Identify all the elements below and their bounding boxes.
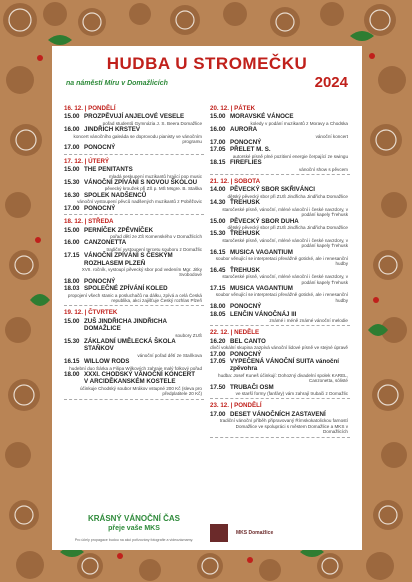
program-description: známé i méně známé vánoční melodie xyxy=(269,318,348,323)
program-title: MORAVSKÉ VÁNOCE xyxy=(230,113,294,121)
program-title: PONOCNÝ xyxy=(230,139,262,147)
program-time: 16.45 xyxy=(210,266,226,274)
program-item xyxy=(64,338,204,353)
program-item xyxy=(64,192,204,199)
day-separator xyxy=(210,325,350,326)
program-title: BEL CANTO xyxy=(230,337,266,345)
program-description: účinkuje Chodský soubor Mrákov vstupné 200 Kč (sleva pro předplatitele 20 Kč) xyxy=(79,385,202,397)
program-title: ZUŠ JINDŘICHA JINDŘICHA DOMAŽLICE xyxy=(84,317,167,333)
program-item xyxy=(210,338,350,345)
program-description: vánoční vystoupení pěvců nadšených muzikantů z Poběžovic xyxy=(77,199,202,205)
program-title: XXXI. CHODSKÝ VÁNOČNÍ KONCERT V ARCIDĚKANSKÉM KOSTELE xyxy=(84,371,196,386)
program-item xyxy=(210,146,350,153)
program-description: tradiční vánoční příběh připravovaný Římskokatolickou farností Domažlice ve spolupráci s městem Domažlice a MKS v Domažlicích xyxy=(219,418,348,435)
program-item xyxy=(210,358,350,373)
program-time: 17.00 xyxy=(64,144,80,152)
program-description: dívčí vokální skupina zazpívá vánoční lidové písně ve stejné úpravě xyxy=(210,345,348,351)
program-item xyxy=(64,144,204,151)
program-title: DESET VÁNOČNÍCH ZASTAVENÍ xyxy=(230,410,326,418)
program-time: 17.15 xyxy=(64,252,80,260)
program-item xyxy=(64,358,204,365)
greeting-line-2: přeje vaše MKS xyxy=(108,525,160,532)
program-description: hudba: Josef Kuneš účinkují: Dohozný divadelní spolek KAREL, Canzonetta, sólisté xyxy=(218,372,348,384)
program-time: 15.00 xyxy=(210,113,226,121)
program-description: propojení všech stanic a posluchačů na dálku, zpívá a celá Česká republika, akci zajišťuje Český rozhlas Plzeň xyxy=(67,292,202,303)
footnote: Pro účely propagace budou na akci pořizovány fotografie a videozáznamy. xyxy=(74,538,194,542)
mks-logo-icon xyxy=(210,524,228,542)
day-heading: 21. 12. | SOBOTA xyxy=(210,178,261,186)
program-title: THE PENITANTS xyxy=(84,166,133,174)
program-time: 15.30 xyxy=(64,179,80,187)
day-separator xyxy=(64,305,204,306)
program-title: PĚVECKÝ SBOR DUHA xyxy=(230,217,299,225)
program-time: 16.00 xyxy=(64,239,80,247)
program-title: VÁNOČNÍ ZPÍVÁNÍ S NOVOU ŠKOLOU xyxy=(84,179,198,187)
program-description: staročeské písně, vánoční, mléné vánoční i české navzdory, v podání kapely Ťrehusk xyxy=(222,206,348,218)
program-item xyxy=(64,205,204,212)
program-item xyxy=(210,113,350,120)
program-item xyxy=(64,239,204,246)
program-time: 15.00 xyxy=(64,226,80,234)
program-item xyxy=(210,384,350,391)
program-title: ZÁKLADNÍ UMĚLECKÁ ŠKOLA STAŇKOV xyxy=(84,338,176,353)
poster-year: 2024 xyxy=(314,74,348,91)
program-description: koncert vánočního galeáda se doprovodu pianisty ve vánočním programu xyxy=(73,133,202,145)
program-title: CANZONETTA xyxy=(84,239,127,247)
day-heading: 16. 12. | PONDĚLÍ xyxy=(64,105,116,112)
program-title: FIREFLIES xyxy=(230,159,262,167)
greeting xyxy=(64,514,204,534)
program-title: SPOLEK NADŠENCŮ xyxy=(84,191,147,199)
day-separator xyxy=(64,214,204,215)
day-heading: 17. 12. | ÚTERÝ xyxy=(64,157,110,165)
day-heading: 20. 12. | PÁTEK xyxy=(210,105,256,112)
program-time: 15.30 xyxy=(64,338,80,345)
program-item xyxy=(210,311,350,318)
program-title: LENČIN VÁNOČNÁJ III xyxy=(230,310,297,318)
day-separator xyxy=(64,399,204,400)
program-time: 18.00 xyxy=(64,371,80,379)
program-time: 17.00 xyxy=(210,410,226,418)
program-description: vánoční show s pěvcem xyxy=(298,166,348,172)
program-item xyxy=(64,318,204,333)
program-time: 16.00 xyxy=(210,126,226,134)
day-heading: 19. 12. | ČTVRTEK xyxy=(64,309,118,317)
program-item xyxy=(64,227,204,234)
program-item xyxy=(210,186,350,193)
program-description: dětský pěvecký sbor při ZUŠ Jindřicha Jindřicha Domažlice xyxy=(227,224,348,230)
program-description: koledy v podání muzikantů z Moravy a Chodska xyxy=(250,120,348,126)
program-time: 14.30 xyxy=(210,199,226,207)
program-item xyxy=(64,252,204,267)
program-item xyxy=(64,113,204,120)
program-time: 15.30 xyxy=(210,230,226,238)
poster-title: HUDBA U STROMEČKU xyxy=(106,54,308,73)
program-item xyxy=(210,199,350,206)
program-title: PONOCNÝ xyxy=(84,277,116,285)
program-description: tradiční vystoupení tercetu souboru z Domažlic xyxy=(106,246,202,252)
program-title: MUSICA VAGANTIUM xyxy=(230,248,293,256)
program-title: VÁNOČNÍ ZPÍVÁNÍ S ČESKÝM ROZHLASEM PLZEŇ xyxy=(84,252,173,267)
program-time: 16.00 xyxy=(64,126,80,134)
program-time: 16.15 xyxy=(210,248,226,256)
day-separator xyxy=(210,174,350,175)
program-title: PONOCNÝ xyxy=(230,303,262,311)
program-title: PONOCNÝ xyxy=(84,204,116,212)
program-item xyxy=(64,166,204,173)
program-title: PONOCNÝ xyxy=(84,144,116,152)
logos xyxy=(210,524,273,542)
program-title: PROZPĚVUJÍ ANJELOVÉ VESELE xyxy=(84,113,185,121)
program-time: 17.05 xyxy=(210,146,226,154)
program-time: 15.00 xyxy=(64,113,80,121)
program-description: pořad dětí ze ZŠ Komenského v Domažlicích xyxy=(110,233,202,239)
program-title: ŤREHUSK xyxy=(230,230,260,238)
program-item xyxy=(210,411,350,418)
program-item xyxy=(64,371,204,386)
program-item xyxy=(210,230,350,237)
program-title: MUSICA VAGANTIUM xyxy=(230,284,293,292)
program-time: 18.05 xyxy=(210,310,226,318)
program-description: soubor věnující se interpretaci převážně gotické, ale i renesanční hudby xyxy=(215,292,348,303)
program-description: dětský pěvecký sbor při ZUŠ Jindřicha Jindřicha Domažlice xyxy=(227,193,348,199)
program-title: PONOCNÝ xyxy=(230,350,262,358)
program-time: 17.00 xyxy=(64,204,80,212)
day-separator xyxy=(64,154,204,155)
program-title: WILLOW RODS xyxy=(84,358,130,366)
program-description: XVII. ročník, vystoupí pěvecký sbor pod vedením Mgr. Jitky Svobodové xyxy=(81,266,202,278)
program-title: VYPEČENÁ VÁNOČNÍ SUITA vánoční zpěvohra xyxy=(230,358,339,373)
program-description: hudební duo Šárka a Filipa Wilkových zahraje malý folkový pořad xyxy=(69,365,202,371)
program-title: ŤREHUSK xyxy=(230,199,260,207)
program-description: mladá seskupení muzikantů hrající pop music xyxy=(109,173,202,179)
program-description: vánoční pořad dětí ze Staňkova xyxy=(137,352,202,358)
program-description: soubory ZUŠ xyxy=(175,332,202,338)
program-time: 15.00 xyxy=(64,317,80,325)
program-title: JINDŘICH KRSTEV xyxy=(84,126,141,134)
day-heading: 22. 12. | NEDĚLE xyxy=(210,329,260,337)
program-poster xyxy=(52,46,362,550)
program-title: PŘELET M. S. xyxy=(230,146,271,154)
greeting-line-1: KRÁSNÝ VÁNOČNÍ ČAS xyxy=(87,514,180,523)
program-description: staročeské písně, vánoční, mléné vánoční i české navzdory, v podání kapely Ťrehusk xyxy=(222,237,348,249)
program-item xyxy=(64,285,204,292)
program-title: PĚVECKÝ SBOR SKŘIVÁNCI xyxy=(230,186,315,194)
program-time: 15.00 xyxy=(64,166,80,174)
program-item xyxy=(210,303,350,310)
program-time: 17.50 xyxy=(210,383,226,391)
program-time: 17.00 xyxy=(210,139,226,147)
program-item xyxy=(64,179,204,186)
program-time: 16.15 xyxy=(64,358,80,366)
program-column-left xyxy=(64,102,204,402)
program-time: 15.00 xyxy=(210,217,226,225)
program-title: SPOLEČNÉ ZPÍVÁNÍ KOLED xyxy=(84,285,168,293)
mks-logo-label: MKS Domažlice xyxy=(236,530,274,536)
program-title: TRUBAČI OSM xyxy=(230,383,274,391)
day-separator xyxy=(210,398,350,399)
program-time: 16.30 xyxy=(64,191,80,199)
program-description: vánoční koncert xyxy=(315,133,348,139)
day-separator xyxy=(210,437,350,438)
program-item xyxy=(210,159,350,166)
poster-subtitle: na náměstí Míru v Domažlicích xyxy=(66,80,168,87)
program-column-right xyxy=(210,102,350,440)
program-description: soubor věnující se interpretaci převážně gotické, ale i renesanční hudby xyxy=(215,255,348,267)
program-description: staročeské písně, vánoční, mléné vánoční i české navzdory, v podání kapely Ťrehusk xyxy=(222,274,348,285)
program-time: 17.00 xyxy=(210,350,226,358)
program-time: 17.05 xyxy=(210,358,226,366)
program-item xyxy=(64,126,204,133)
program-title: AURORA xyxy=(230,126,258,134)
program-item xyxy=(210,218,350,225)
program-description: pěvecký kroužek při ZŠ p. MŠ Msgre. B. Staška xyxy=(104,186,202,192)
program-item xyxy=(210,285,350,292)
program-item xyxy=(210,249,350,256)
program-time: 18.00 xyxy=(210,303,226,311)
program-title: PERNÍČEK ZPĚVNÍČEK xyxy=(84,226,154,234)
program-time: 14.00 xyxy=(210,186,226,194)
day-heading: 23. 12. | PONDĚLÍ xyxy=(210,402,262,410)
program-time: 18.15 xyxy=(210,159,226,167)
day-heading: 18. 12. | STŘEDA xyxy=(64,218,114,226)
program-item xyxy=(210,351,350,358)
program-item xyxy=(210,267,350,274)
program-title: ŤREHUSK xyxy=(230,266,260,274)
program-time: 17.15 xyxy=(210,284,226,292)
program-time: 16.20 xyxy=(210,337,226,345)
program-item xyxy=(210,126,350,133)
program-description: ve starší formy (fanfáry) vám zahrají trubači z Domažlic xyxy=(235,391,348,397)
program-description: pořad studentů Gymnázia J. S. Beera Domažlice xyxy=(102,120,202,126)
program-time: 18.00 xyxy=(64,277,80,285)
program-description: autorské písně plné pozitivní energie čerpající ze swingu xyxy=(232,153,348,159)
program-time: 18.03 xyxy=(64,285,80,293)
